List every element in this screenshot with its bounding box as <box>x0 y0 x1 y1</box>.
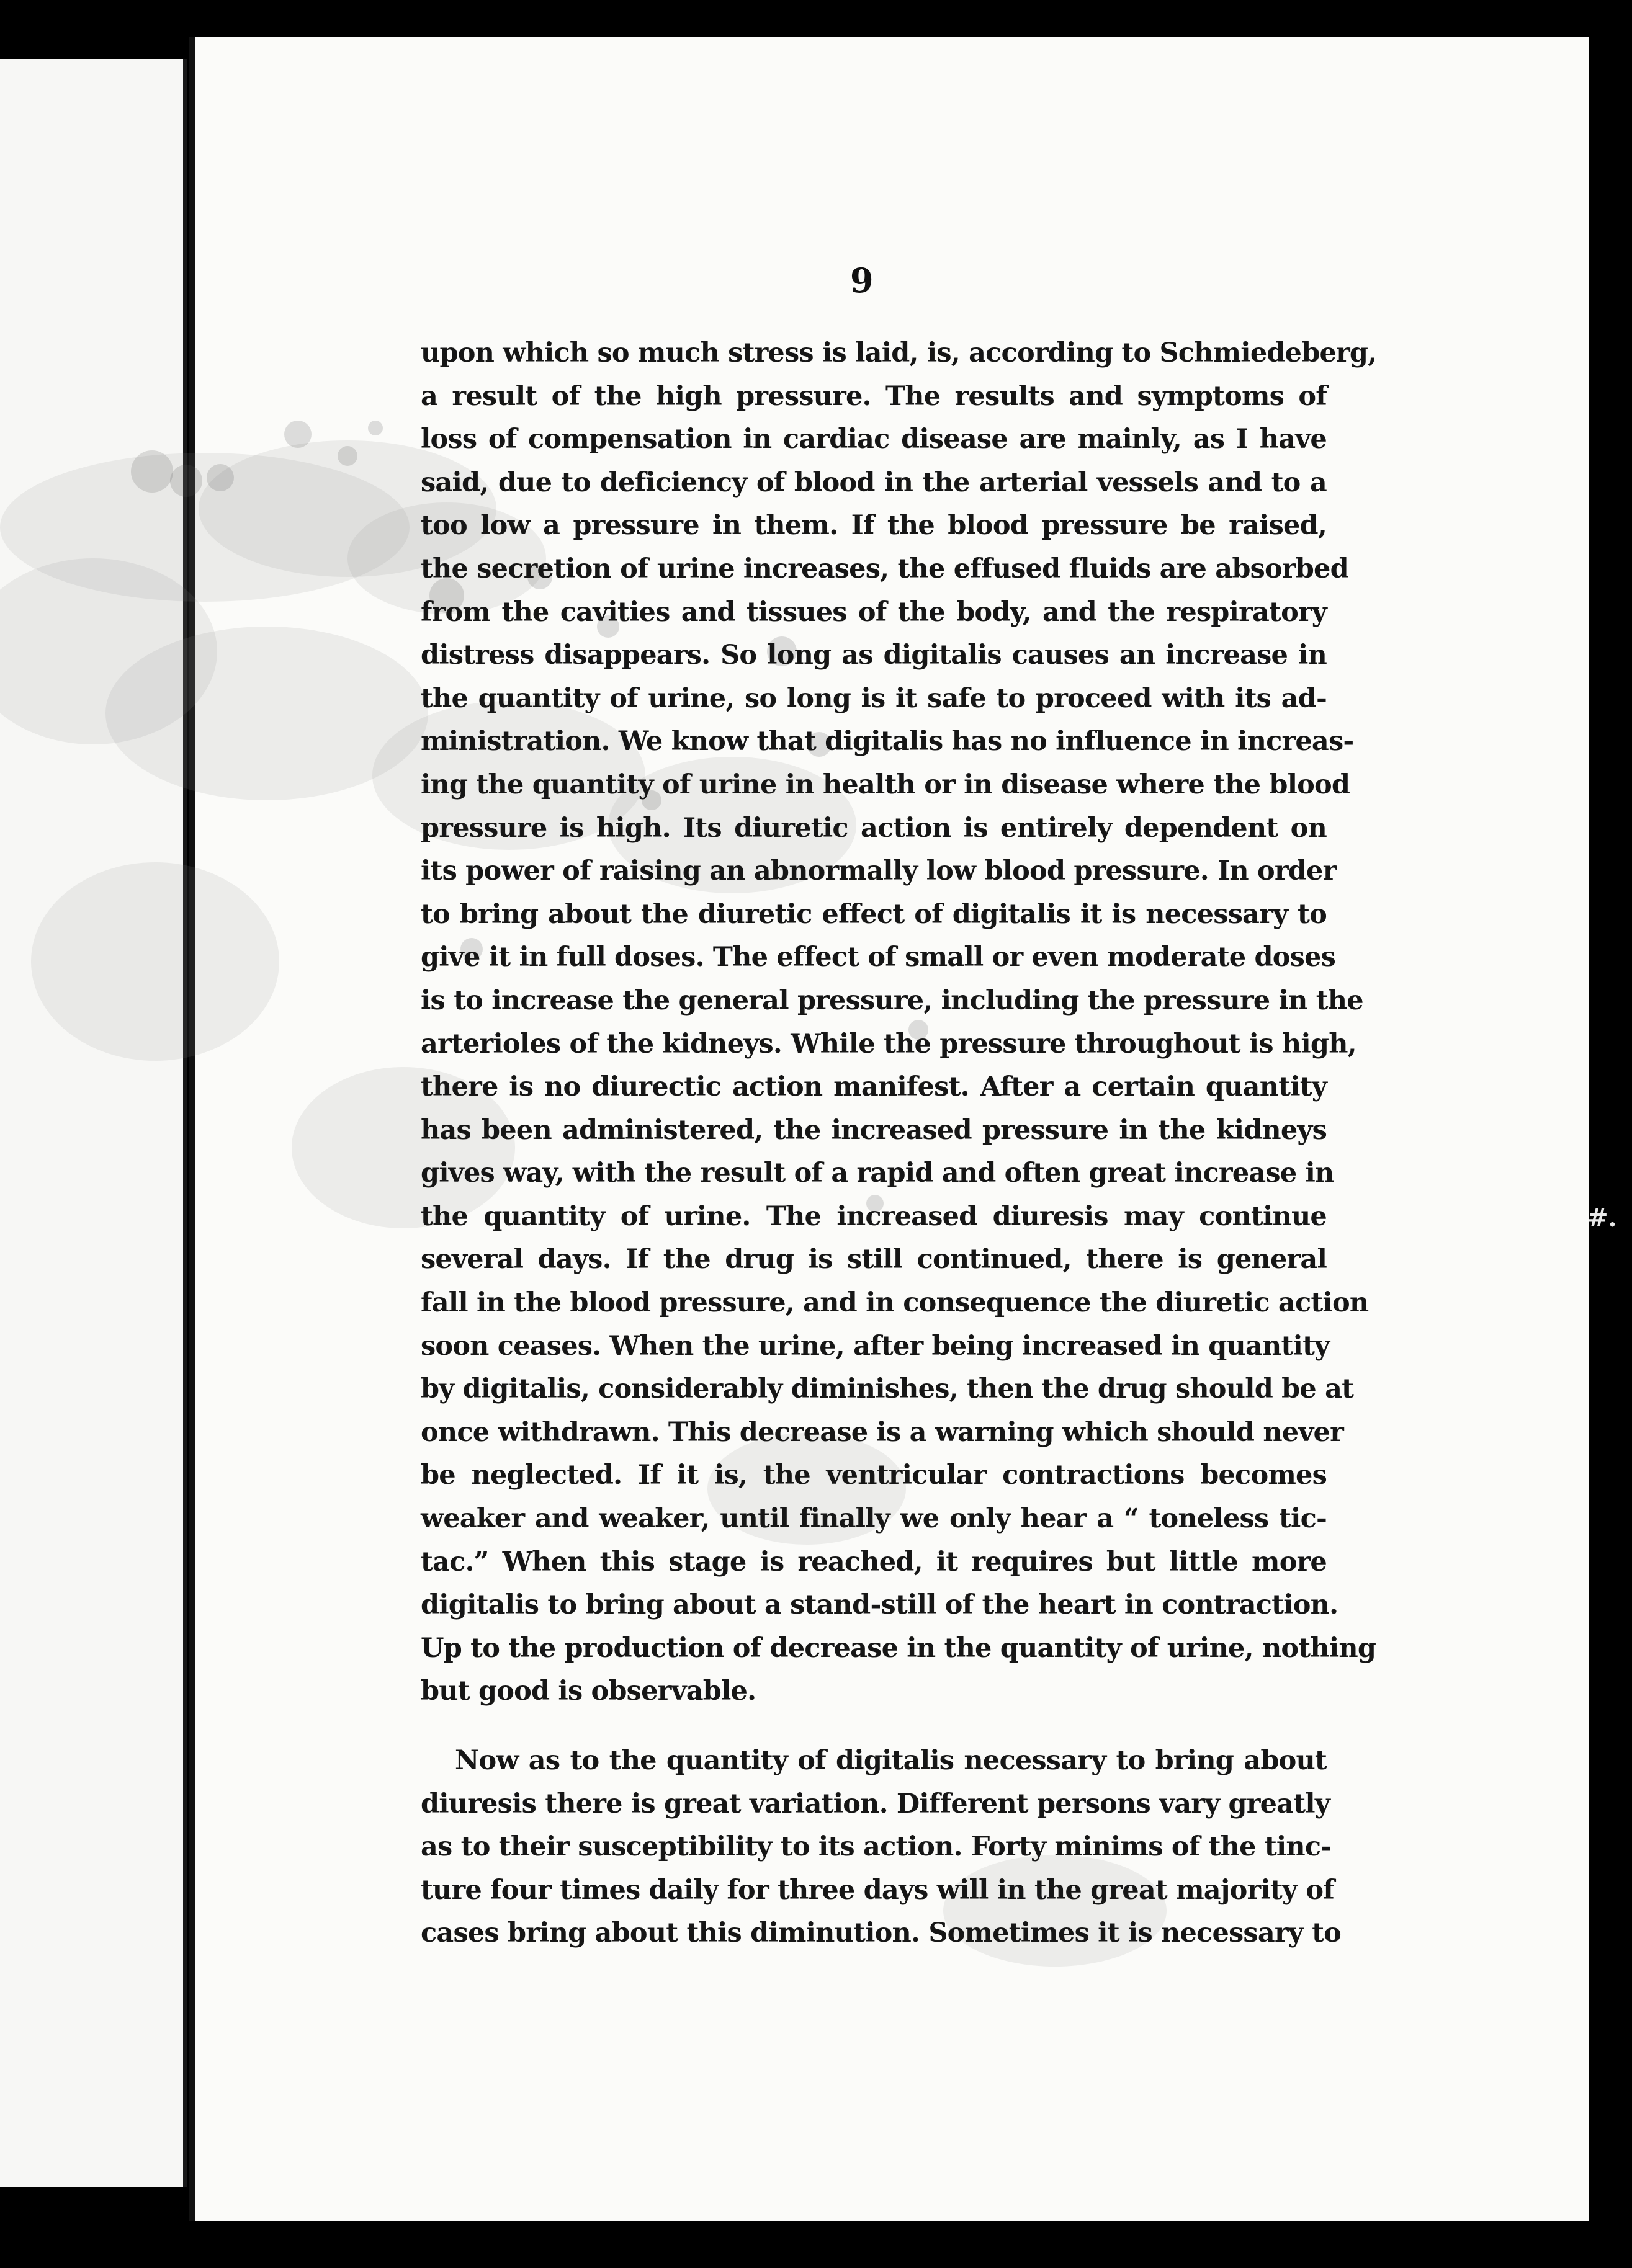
text-line: soon ceases. When the urine, after being increased in quantity <box>421 1330 1330 1362</box>
text-line: there is no diurectic action manifest. After a certain quantity <box>421 1071 1327 1103</box>
text-line: weaker and weaker, until finally we only hear a “ toneless tic- <box>421 1503 1327 1535</box>
paragraph <box>421 1739 1342 1955</box>
text-line: the quantity of urine. The increased diuresis may continue <box>421 1200 1327 1232</box>
text-line: gives way, with the result of a rapid and often great increase in <box>421 1158 1334 1189</box>
text-line: several days. If the drug is still continued, there is general <box>421 1244 1327 1275</box>
text-line: said, due to deficiency of blood in the arterial vessels and to a <box>421 467 1327 498</box>
text-line: tac.” When this stage is reached, it requires but little more <box>421 1546 1327 1578</box>
text-line: give it in full doses. The effect of small or even moderate doses <box>421 942 1336 973</box>
paragraph <box>421 332 1377 1713</box>
text-line: pressure is high. Its diuretic action is entirely dependent on <box>421 812 1327 844</box>
text-line: ing the quantity of urine in health or in disease where the blood <box>421 769 1350 800</box>
text-line: the quantity of urine, so long is it safe to proceed with its ad- <box>421 682 1327 714</box>
text-line: digitalis to bring about a stand-still of the heart in contraction. <box>421 1589 1338 1621</box>
text-line: upon which so much stress is laid, is, according to Schmiedeberg, <box>421 337 1377 368</box>
text-line: has been administered, the increased pressure in the kidneys <box>421 1114 1327 1146</box>
text-line: the secretion of urine increases, the effused fluids are absorbed <box>421 553 1348 584</box>
text-line: by digitalis, considerably diminishes, then the drug should be at <box>421 1373 1354 1405</box>
page-number: 9 <box>850 261 874 300</box>
text-line: arterioles of the kidneys. While the pressure throughout is high, <box>421 1028 1356 1060</box>
previous-page-edge <box>0 59 187 2187</box>
margin-mark: #. <box>1587 1203 1617 1233</box>
text-line: as to their susceptibility to its action. Forty minims of the tinc- <box>421 1831 1332 1863</box>
text-line: to bring about the diuretic effect of digitalis it is necessary to <box>421 898 1327 930</box>
text-line: diuresis there is great variation. Different persons vary greatly <box>421 1788 1330 1819</box>
text-line: its power of raising an abnormally low blood pressure. In order <box>421 855 1337 887</box>
text-line: once withdrawn. This decrease is a warning which should never <box>421 1416 1343 1448</box>
text-line: Now as to the quantity of digitalis necessary to bring about <box>455 1745 1327 1776</box>
page-body-text <box>421 332 1377 1955</box>
text-line: cases bring about this diminution. Sometimes it is necessary to <box>421 1918 1342 1949</box>
text-line: is to increase the general pressure, including the pressure in the <box>421 984 1363 1016</box>
text-line: ture four times daily for three days will in the great majority of <box>421 1874 1334 1906</box>
text-line: be neglected. If it is, the ventricular contractions becomes <box>421 1460 1327 1491</box>
text-line: from the cavities and tissues of the body, and the respiratory <box>421 596 1327 628</box>
text-line: Up to the production of decrease in the quantity of urine, nothing <box>421 1632 1376 1664</box>
text-line: a result of the high pressure. The results and symptoms of <box>421 380 1327 412</box>
text-line: loss of compensation in cardiac disease are mainly, as I have <box>421 424 1327 455</box>
text-line: ministration. We know that digitalis has no influence in increas- <box>421 726 1354 757</box>
text-line: fall in the blood pressure, and in consequence the diuretic action <box>421 1287 1369 1319</box>
text-line: distress disappears. So long as digitalis causes an increase in <box>421 640 1327 671</box>
text-line: but good is observable. <box>421 1676 756 1707</box>
text-line: too low a pressure in them. If the blood pressure be raised, <box>421 510 1327 542</box>
